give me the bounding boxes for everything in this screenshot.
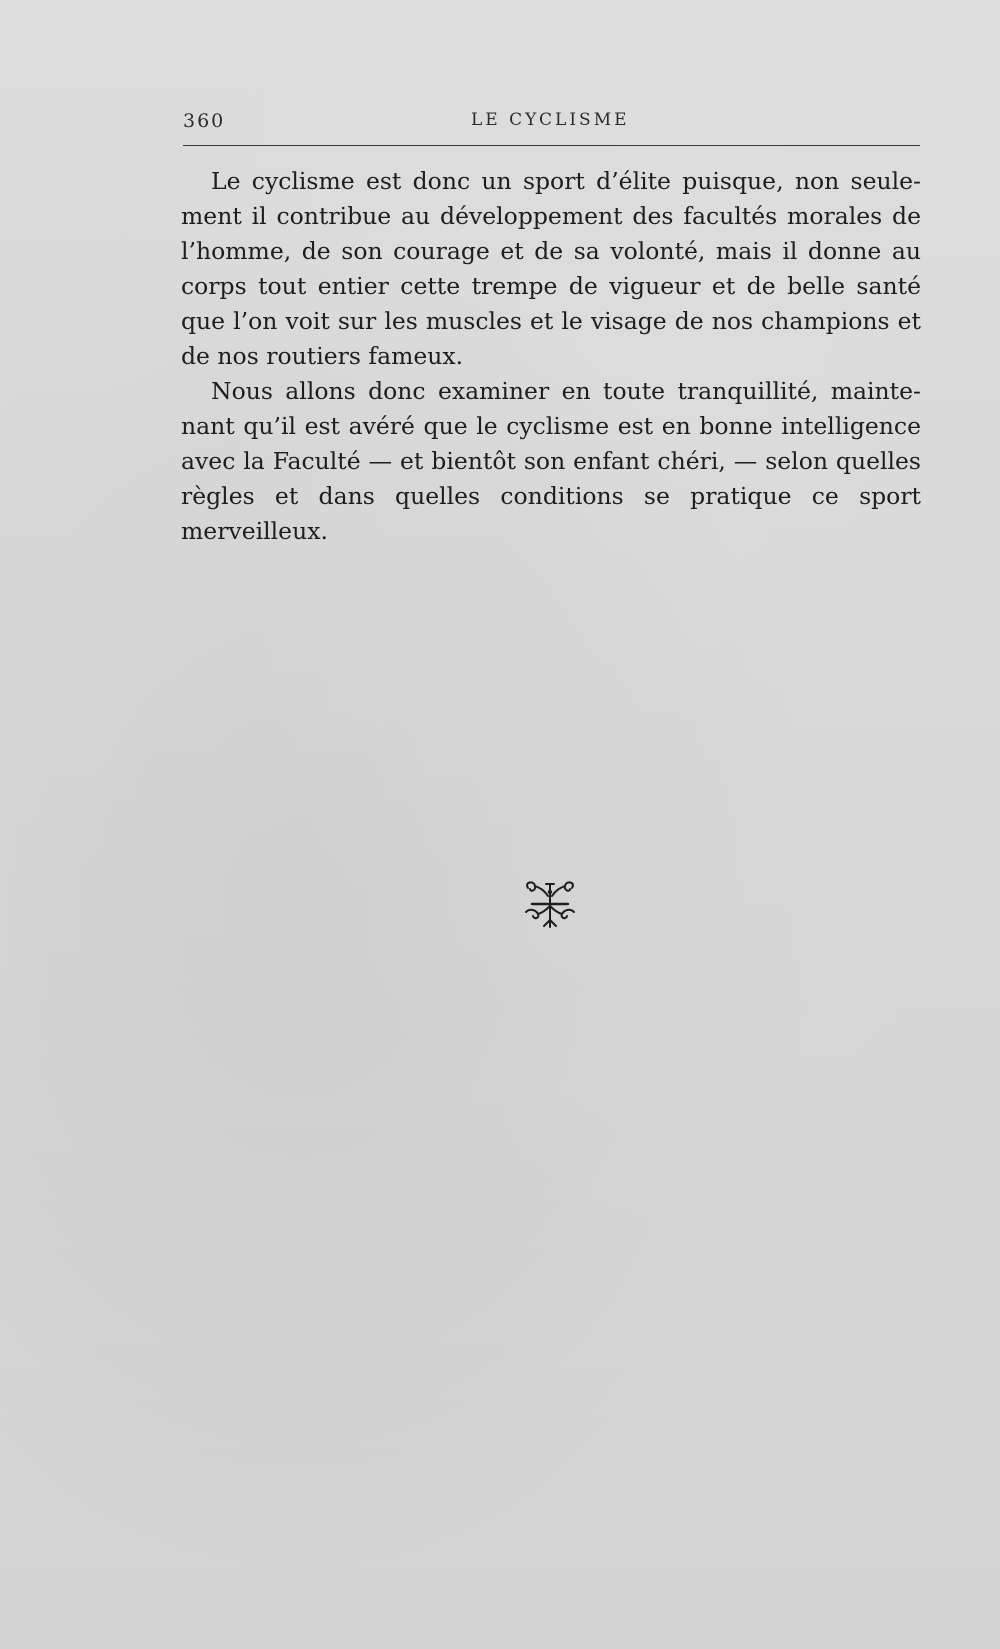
fleuron-ornament-icon [522,880,578,930]
paragraph: Nous allons donc examiner en toute tranquillité, maintenant qu’il est avéré que le cyclisme est en bonne intelligence avec la Faculté — et bientôt son enfant chéri, — selon quelles règles et dans quelles conditions se pratique ce sport merveilleux. [181,377,921,545]
running-title: LE CYCLISME [471,110,630,130]
running-header [183,104,920,144]
body-text [181,164,921,549]
header-rule [183,145,920,146]
paragraph: Le cyclisme est donc un sport d’élite puisque, non seulement il contribue au développement des facultés morales de l’homme, de son courage et de sa volonté, mais il donne au corps tout entier cette trempe de vigueur et de belle santé que l’on voit sur les muscles et le visage de nos champions et de nos routiers fameux. [181,167,921,370]
page-number: 360 [183,110,226,132]
